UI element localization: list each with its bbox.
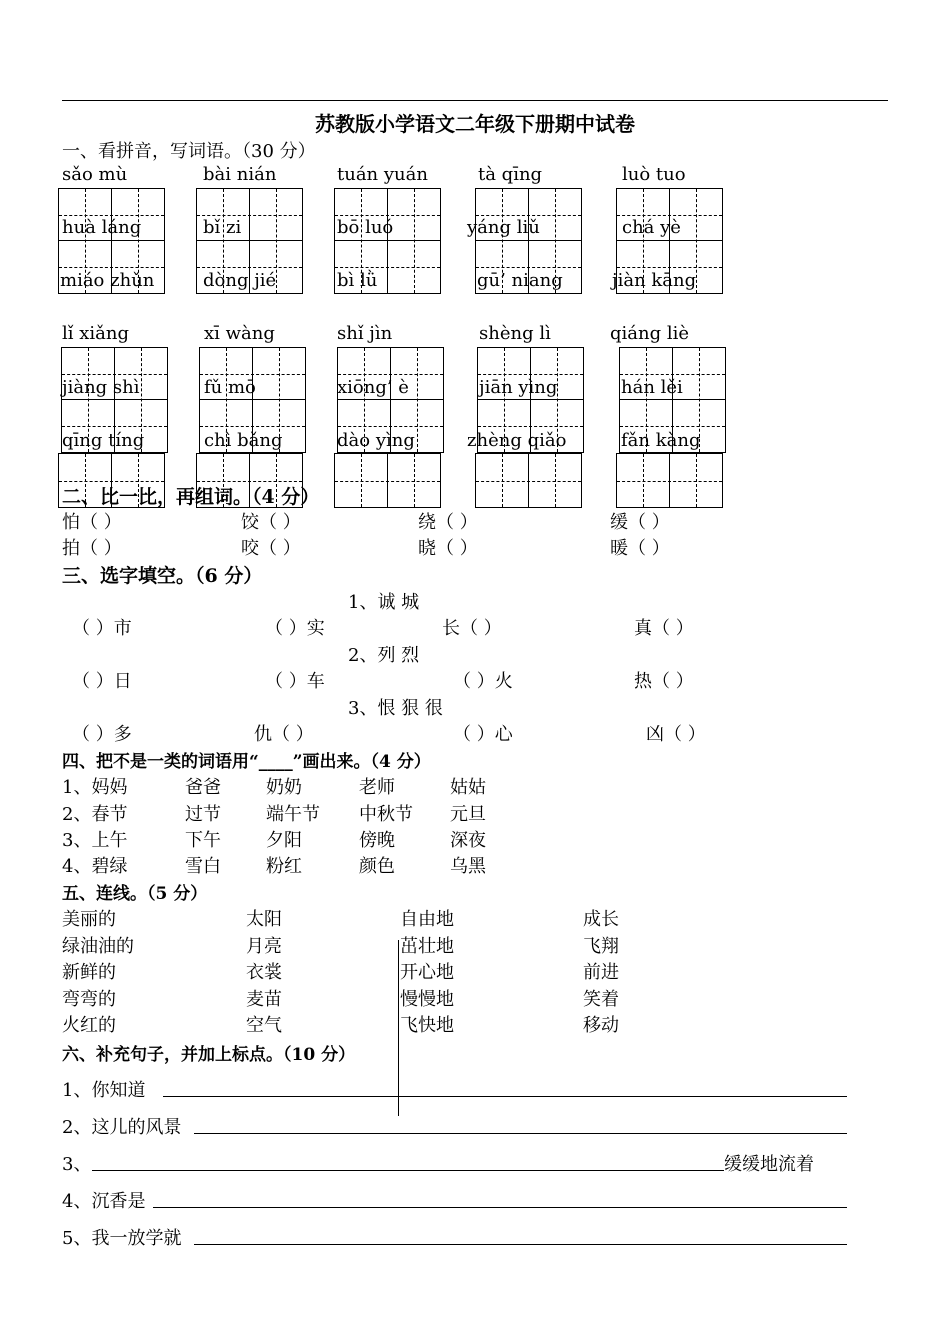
- choose-item: （ ）多: [72, 724, 132, 745]
- match-col2: 空气: [246, 1015, 282, 1036]
- section-2-heading: 二、比一比，再组词。（4 分）: [62, 486, 320, 508]
- pinyin-16: lǐ xiǎng: [62, 323, 129, 344]
- classify-cell: 端午节: [266, 804, 320, 825]
- choose-item: 热（ ）: [634, 671, 694, 692]
- pinyin-29: zhèng qiǎo: [467, 430, 567, 451]
- compare-5: 拍（ ）: [62, 538, 122, 559]
- match-col3: 茁壮地: [400, 936, 454, 957]
- choose-group-3-head: 3、恨 狠 很: [348, 698, 443, 719]
- compare-7: 晓（ ）: [418, 538, 478, 559]
- pinyin-30: fǎn kàng: [621, 430, 701, 451]
- section-6-heading: 六、补充句子，并加上标点。（10 分）: [62, 1045, 356, 1065]
- sentence-4-blank[interactable]: [153, 1207, 847, 1208]
- match-col4: 飞翔: [583, 936, 619, 957]
- choose-item: 凶（ ）: [646, 724, 706, 745]
- classify-cell: 2、春节: [62, 804, 128, 825]
- pinyin-28: dào yìng: [337, 430, 415, 451]
- classify-cell: 爸爸: [185, 777, 221, 798]
- match-col1: 新鲜的: [62, 962, 116, 983]
- compare-6: 咬（ ）: [241, 538, 301, 559]
- pinyin-7: bǐ zi: [203, 217, 242, 238]
- classify-cell: 1、妈妈: [62, 777, 128, 798]
- compare-1: 怕（ ）: [62, 512, 122, 533]
- pinyin-14: gū’ niang: [477, 270, 563, 291]
- pinyin-26: qīng tíng: [62, 430, 145, 451]
- pinyin-21: jiàng shì: [62, 377, 140, 398]
- sentence-3-prompt: 3、: [62, 1154, 92, 1175]
- writing-grid[interactable]: [475, 453, 582, 508]
- pinyin-20: qiáng liè: [610, 323, 690, 344]
- pinyin-17: xī wàng: [204, 323, 275, 344]
- sentence-2-blank[interactable]: [194, 1133, 847, 1134]
- classify-cell: 深夜: [450, 830, 486, 851]
- match-col2: 衣裳: [246, 962, 282, 983]
- page-title: 苏教版小学语文二年级下册期中试卷: [315, 112, 635, 136]
- sentence-3-ending: 缓缓地流着: [724, 1154, 814, 1175]
- classify-cell: 中秋节: [359, 804, 413, 825]
- sentence-3-blank[interactable]: [92, 1170, 724, 1171]
- match-col3: 飞快地: [400, 1015, 454, 1036]
- match-col3: 自由地: [400, 909, 454, 930]
- classify-cell: 奶奶: [266, 777, 302, 798]
- classify-cell: 过节: [185, 804, 221, 825]
- match-col2: 月亮: [246, 936, 282, 957]
- pinyin-23: xiōng’ è: [337, 377, 409, 398]
- choose-item: （ ）日: [72, 671, 132, 692]
- classify-cell: 夕阳: [266, 830, 302, 851]
- section-4-heading: 四、把不是一类的词语用“____”画出来。（4 分）: [62, 752, 431, 772]
- classify-cell: 粉红: [266, 856, 302, 877]
- writing-grid[interactable]: [334, 453, 441, 508]
- pinyin-9: yáng liǔ: [467, 217, 540, 238]
- section-1-heading: 一、看拼音，写词语。（30 分）: [62, 141, 316, 162]
- compare-2: 饺（ ）: [241, 512, 301, 533]
- match-col1: 美丽的: [62, 909, 116, 930]
- pinyin-25: hán lěi: [621, 377, 683, 398]
- pinyin-10: chá yè: [622, 217, 681, 238]
- choose-item: （ ）心: [453, 724, 513, 745]
- pinyin-18: shǐ jìn: [337, 323, 393, 344]
- pinyin-5: luò tuo: [622, 164, 686, 185]
- pinyin-27: chì bǎng: [204, 430, 283, 451]
- classify-cell: 姑姑: [450, 777, 486, 798]
- pinyin-2: bài nián: [203, 164, 277, 185]
- sentence-2-prompt: 2、这儿的风景: [62, 1117, 182, 1138]
- choose-item: 真（ ）: [634, 618, 694, 639]
- choose-item: （ ）实: [265, 618, 325, 639]
- match-col2: 太阳: [246, 909, 282, 930]
- section-3-heading: 三、选字填空。（6 分）: [62, 565, 263, 587]
- choose-item: （ ）火: [453, 671, 513, 692]
- classify-cell: 老师: [359, 777, 395, 798]
- classify-cell: 雪白: [185, 856, 221, 877]
- choose-group-1-head: 1、诚 城: [348, 592, 420, 613]
- top-rule: [62, 100, 888, 101]
- compare-4: 缓（ ）: [610, 512, 670, 533]
- classify-cell: 傍晚: [359, 830, 395, 851]
- choose-item: 长（ ）: [442, 618, 502, 639]
- sentence-1-blank[interactable]: [163, 1096, 847, 1097]
- match-col1: 弯弯的: [62, 989, 116, 1010]
- sentence-5-blank[interactable]: [194, 1244, 847, 1245]
- divider-line: [398, 940, 399, 1116]
- writing-grid[interactable]: [616, 453, 723, 508]
- match-col4: 成长: [583, 909, 619, 930]
- compare-8: 暖（ ）: [610, 538, 670, 559]
- classify-cell: 元旦: [450, 804, 486, 825]
- classify-cell: 乌黑: [450, 856, 486, 877]
- pinyin-8: bō luó: [337, 217, 394, 238]
- choose-item: （ ）市: [72, 618, 132, 639]
- match-col3: 开心地: [400, 962, 454, 983]
- pinyin-12: dòng jié: [203, 270, 277, 291]
- pinyin-22: fǔ mō: [204, 377, 256, 398]
- classify-cell: 4、碧绿: [62, 856, 128, 877]
- compare-3: 绕（ ）: [418, 512, 478, 533]
- match-col4: 笑着: [583, 989, 619, 1010]
- pinyin-1: sǎo mù: [62, 164, 128, 185]
- pinyin-6: huà láng: [62, 217, 142, 238]
- sentence-4-prompt: 4、沉香是: [62, 1191, 146, 1212]
- match-col1: 火红的: [62, 1015, 116, 1036]
- match-col2: 麦苗: [246, 989, 282, 1010]
- pinyin-3: tuán yuán: [337, 164, 428, 185]
- classify-cell: 3、上午: [62, 830, 128, 851]
- pinyin-13: bì lǜ: [337, 270, 378, 291]
- pinyin-4: tà qīng: [478, 164, 543, 185]
- classify-cell: 下午: [185, 830, 221, 851]
- pinyin-19: shèng lì: [479, 323, 551, 344]
- pinyin-15: jiàn kāng: [612, 270, 697, 291]
- match-col4: 前进: [583, 962, 619, 983]
- sentence-1-prompt: 1、你知道: [62, 1080, 146, 1101]
- sentence-5-prompt: 5、我一放学就: [62, 1228, 182, 1249]
- choose-group-2-head: 2、列 烈: [348, 645, 420, 666]
- classify-cell: 颜色: [359, 856, 395, 877]
- section-5-heading: 五、连线。（5 分）: [62, 884, 208, 904]
- match-col3: 慢慢地: [400, 989, 454, 1010]
- match-col1: 绿油油的: [62, 936, 134, 957]
- choose-item: （ ）车: [265, 671, 325, 692]
- pinyin-11: miáo zhǔn: [60, 270, 155, 291]
- pinyin-24: jiān yìng: [479, 377, 558, 398]
- match-col4: 移动: [583, 1015, 619, 1036]
- choose-item: 仇（ ）: [254, 724, 314, 745]
